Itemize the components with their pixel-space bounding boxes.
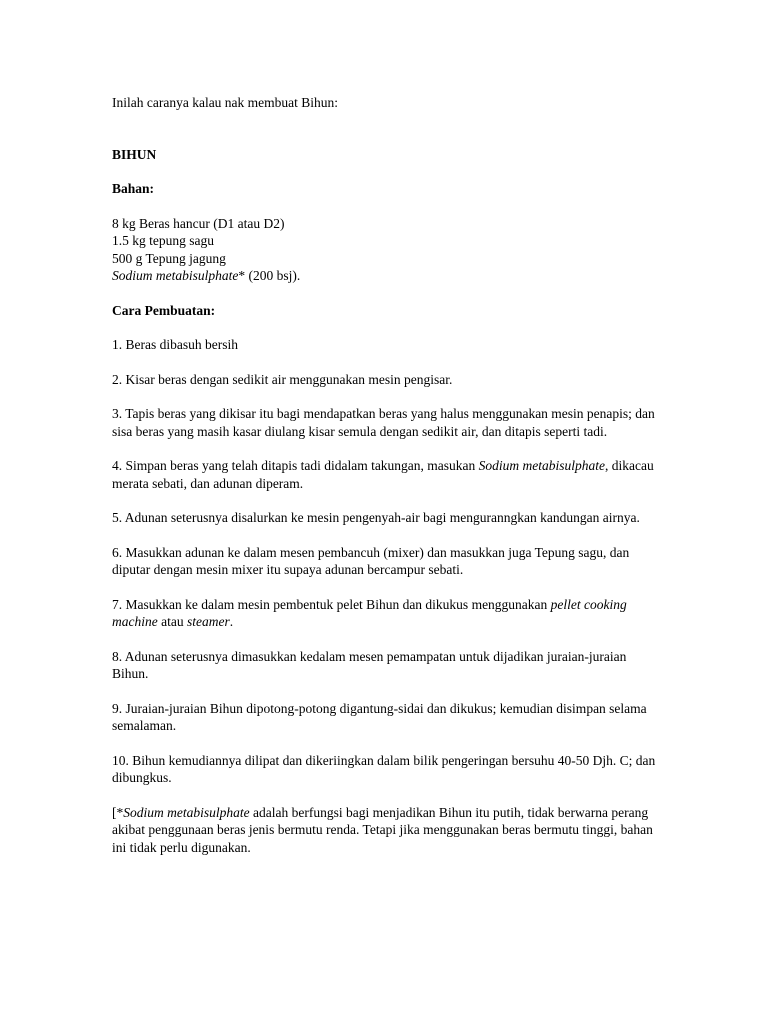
document-page — [112, 94, 657, 873]
step-7-text-a: 7. Masukkan ke dalam mesin pembentuk pelet Bihun dan dikukus menggunakan — [112, 596, 551, 612]
intro-text: Inilah caranya kalau nak membuat Bihun: — [112, 95, 339, 110]
step-10: 10. Bihun kemudiannya dilipat dan dikeriingkan dalam bilik pengeringan bersuhu 40-50 Djh. C; dan dibungkus. — [112, 752, 656, 785]
step-3: 3. Tapis beras yang dikisar itu bagi mendapatkan beras yang halus menggunakan mesin penapis; dan sisa beras yang masih kasar diulang kisar semula dengan sedikit air, dan ditapis seperti tadi. — [112, 406, 655, 439]
step-4 — [112, 457, 657, 492]
step-1: 1. Beras dibasuh bersih — [112, 337, 238, 352]
footnote-text: adalah berfungsi bagi menjadikan Bihun itu putih, tidak berwarna perang akibat penggunaan beras jenis bermutu renda. Tetapi jika menggunakan beras bermutu tinggi, bahan ini tidak perlu digunakan. — [112, 804, 653, 855]
ingredients-heading: Bahan: — [112, 181, 155, 196]
ingredients-list — [112, 215, 657, 285]
step-7-text-c: . — [229, 614, 234, 629]
step-6: 6. Masukkan adunan ke dalam mesen pembancuh (mixer) dan masukkan juga Tepung sagu, dan diputar dengan mesin mixer itu supaya adunan bercampur sebati. — [112, 544, 630, 577]
step-4-italic: Sodium metabisulphate — [478, 458, 606, 473]
step-2: 2. Kisar beras dengan sedikit air menggunakan mesin pengisar. — [112, 371, 453, 387]
method-heading: Cara Pembuatan: — [112, 302, 216, 318]
step-4-text-b: , dikacau merata sebati, dan adunan diperam. — [112, 458, 654, 491]
footnote — [112, 804, 657, 857]
ingredient-item: 1.5 kg tepung sagu — [112, 233, 214, 248]
step-7 — [112, 596, 657, 631]
ingredient-item: 500 g Tepung jagung — [112, 250, 226, 266]
step-7-text-b: atau — [157, 614, 187, 629]
recipe-title: BIHUN — [112, 146, 157, 162]
step-7-italic-2: steamer — [186, 614, 230, 629]
step-8: 8. Adunan seterusnya dimasukkan kedalam mesen pemampatan untuk dijadikan juraian-juraian Bihun. — [112, 648, 627, 681]
ingredient-item — [112, 267, 657, 285]
footnote-prefix: [* — [112, 804, 124, 820]
ingredient-name-italic: Sodium metabisulphate — [112, 268, 239, 283]
step-5: 5. Adunan seterusnya disalurkan ke mesin pengenyah-air bagi menguranngkan kandungan airnya. — [112, 510, 640, 525]
footnote-italic: Sodium metabisulphate — [123, 804, 250, 820]
ingredient-amount: * (200 bsj). — [238, 268, 301, 283]
step-9: 9. Juraian-juraian Bihun dipotong-potong digantung-sidai dan dikukus; kemudian disimpan selama semalaman. — [112, 700, 647, 733]
step-4-text-a: 4. Simpan beras yang telah ditapis tadi didalam takungan, masukan — [112, 458, 479, 473]
ingredient-item: 8 kg Beras hancur (D1 atau D2) — [112, 215, 285, 231]
step-7-italic-1: pellet cooking machine — [112, 596, 627, 629]
